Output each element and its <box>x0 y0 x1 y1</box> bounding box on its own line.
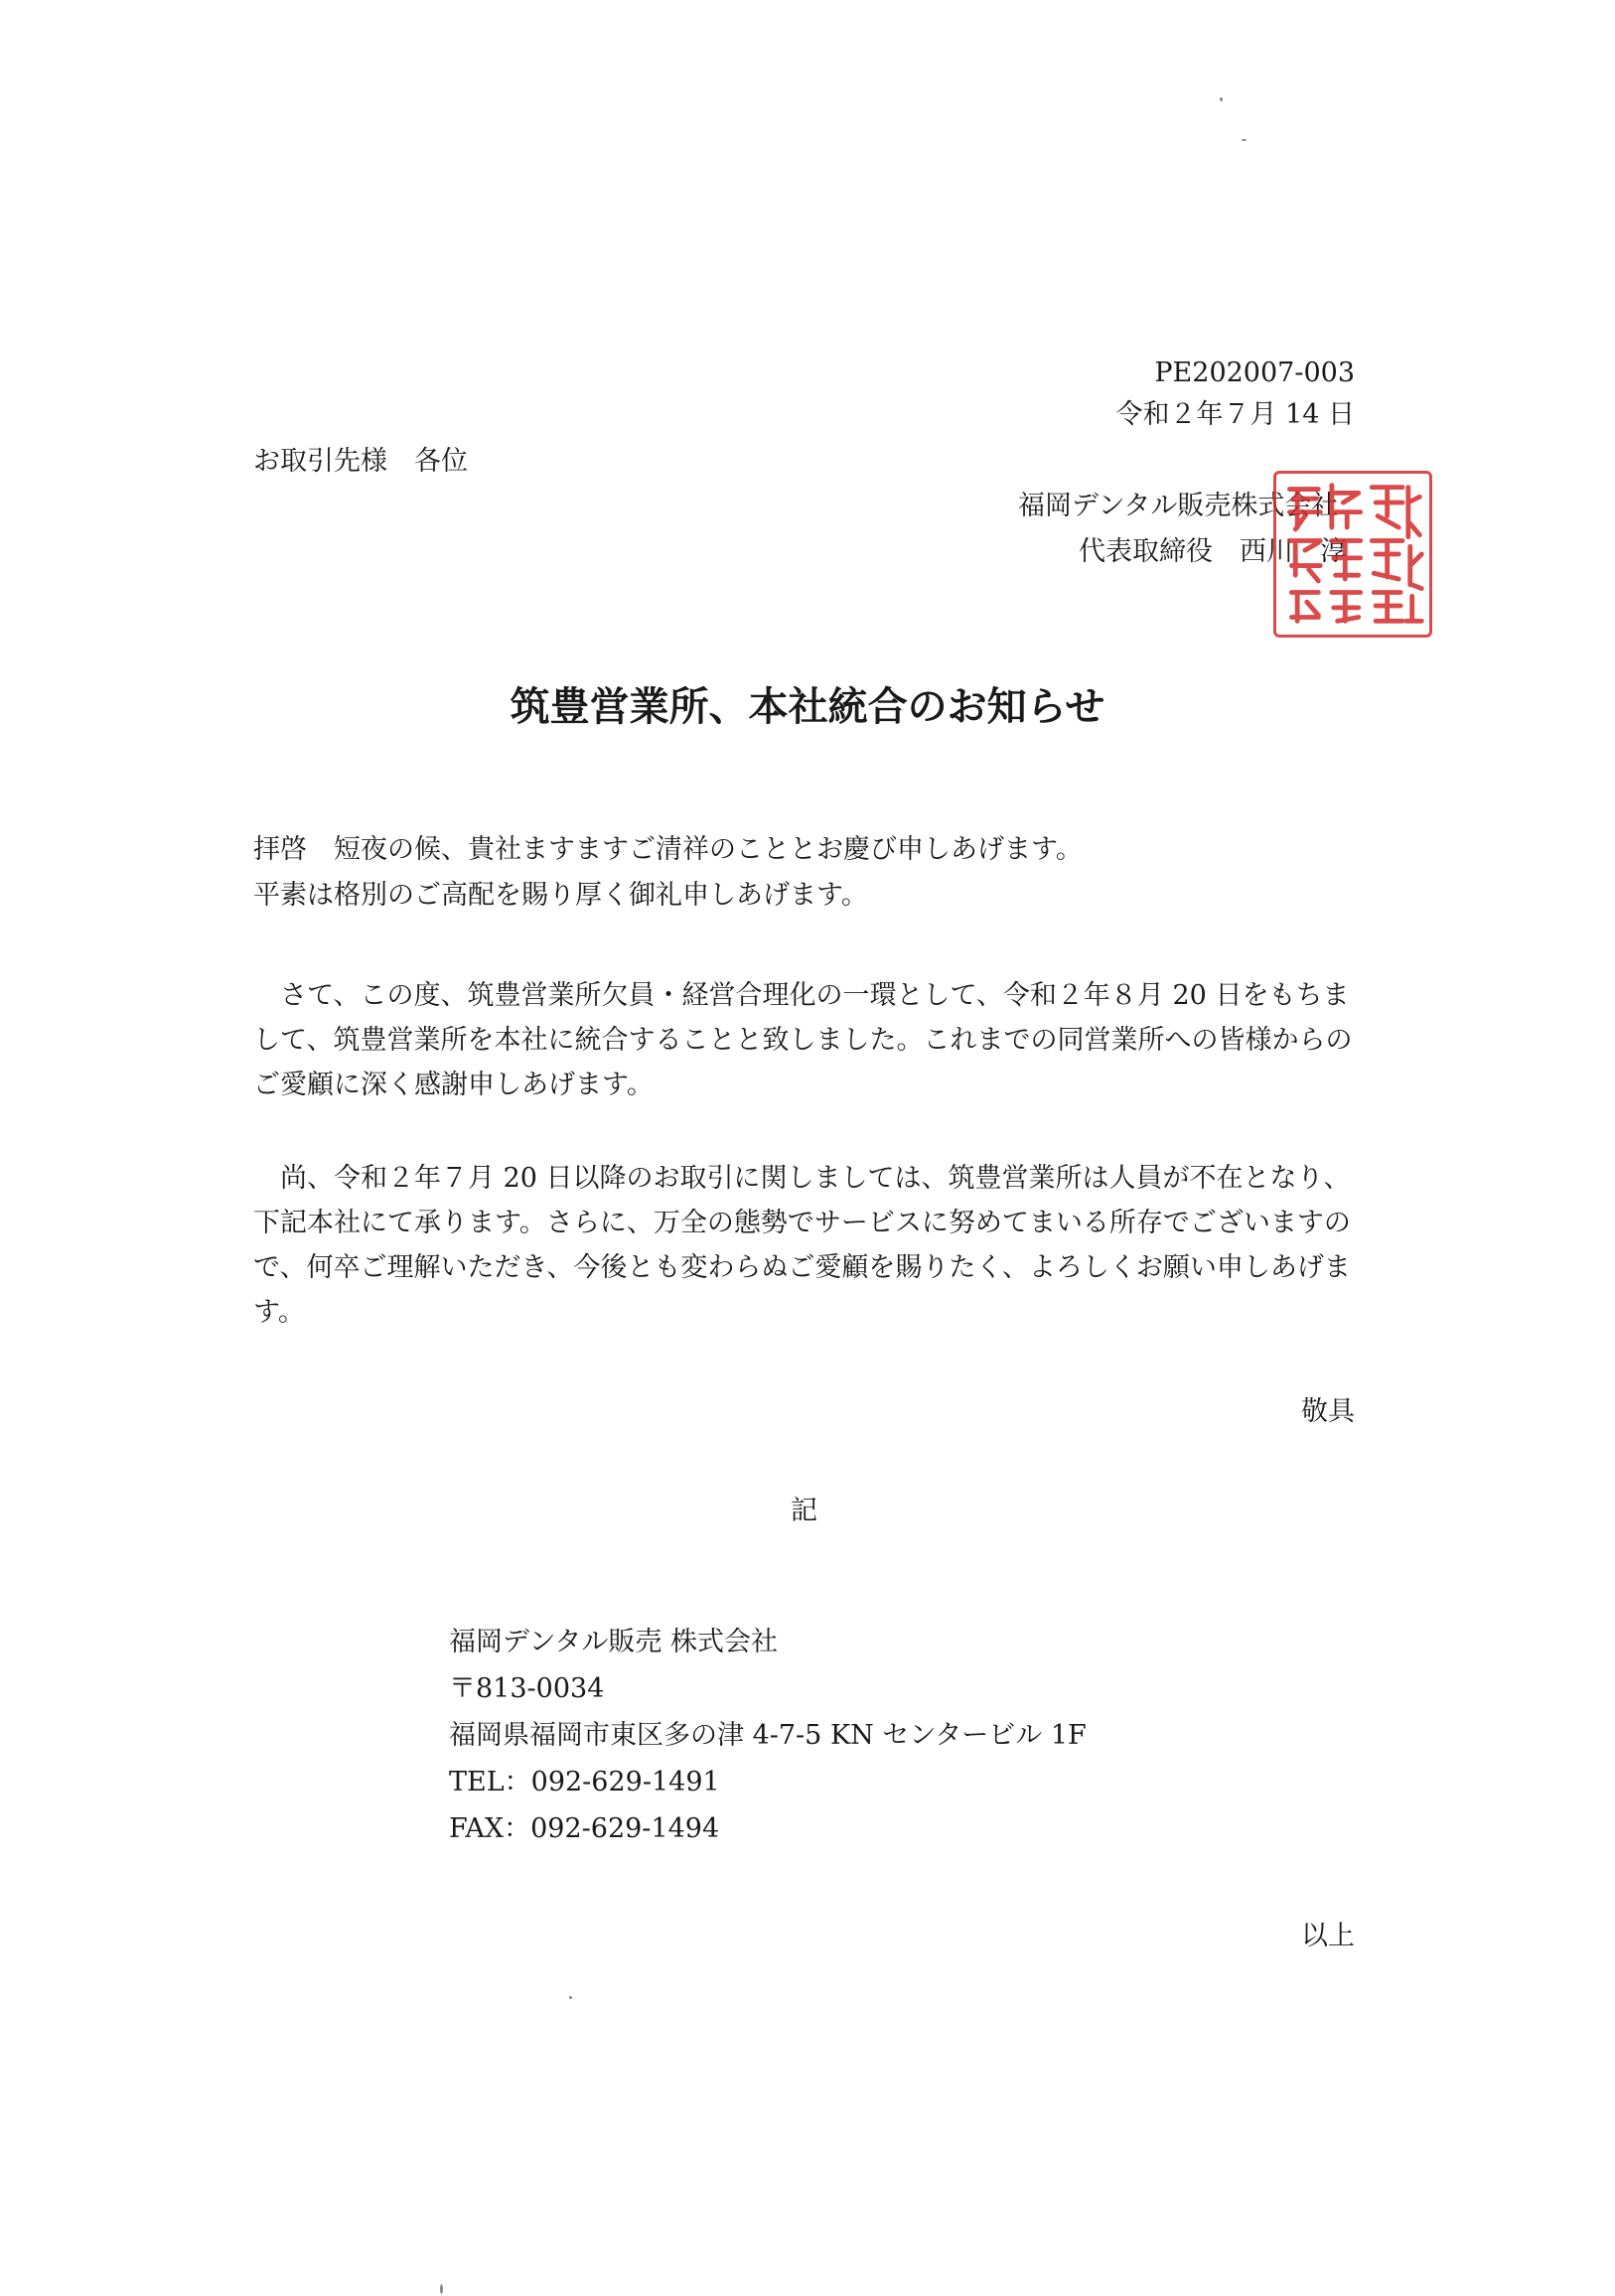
recipient: お取引先様 各位 <box>253 446 468 477</box>
scan-speck <box>1220 97 1223 101</box>
document-title: 筑豊営業所、本社統合のお知らせ <box>510 683 1105 730</box>
address-fax: FAX：092-629-1494 <box>449 1813 720 1844</box>
ki-heading: 記 <box>791 1496 817 1526</box>
address-postal-code: 〒813-0034 <box>449 1673 605 1704</box>
document-number: PE202007-003 <box>1154 358 1355 388</box>
address-street: 福岡県福岡市東区多の津 4-7-5 KN センタービル 1F <box>449 1720 1087 1751</box>
address-block <box>449 1619 1087 1852</box>
scan-speck <box>569 1996 572 1999</box>
address-tel: TEL：092-629-1491 <box>449 1767 720 1797</box>
closing-keigu: 敬具 <box>1301 1396 1355 1427</box>
greeting-line-1: 拝啓 短夜の候、貴社ますますご清祥のこととお慶び申しあげます。 <box>253 834 1083 865</box>
address-company: 福岡デンタル販売 株式会社 <box>449 1627 778 1657</box>
closing-ijou: 以上 <box>1301 1921 1355 1951</box>
body-paragraph-1: さて、この度、筑豊営業所欠員・経営合理化の一環として、令和２年８月 20 日をもちまして、筑豊営業所を本社に統合することと致しました。これまでの同営業所への皆様からのご愛顧に深く感謝申しあげます。 <box>253 980 1353 1100</box>
body-paragraph-2: 尚、令和２年７月 20 日以降のお取引に関しましては、筑豊営業所は人員が不在となり、下記本社にて承ります。さらに、万全の態勢でサービスに努めてまいる所存でございますので、何卒ご理解いただき、今後とも変わらぬご愛顧を賜りたく、よろしくお願い申しあげます。 <box>253 1163 1351 1328</box>
sender-representative: 代表取締役 西川 淳 <box>1079 536 1347 567</box>
scan-speck <box>440 2284 443 2294</box>
company-seal-stamp <box>1273 471 1432 638</box>
issue-date: 令和２年７月 14 日 <box>1115 399 1355 430</box>
scan-speck <box>1242 139 1247 141</box>
sender-company: 福岡デンタル販売株式会社 <box>1018 491 1339 521</box>
seal-glyphs <box>1276 474 1429 635</box>
greeting-line-2: 平素は格別のご高配を賜り厚く御礼申しあげます。 <box>253 880 868 911</box>
